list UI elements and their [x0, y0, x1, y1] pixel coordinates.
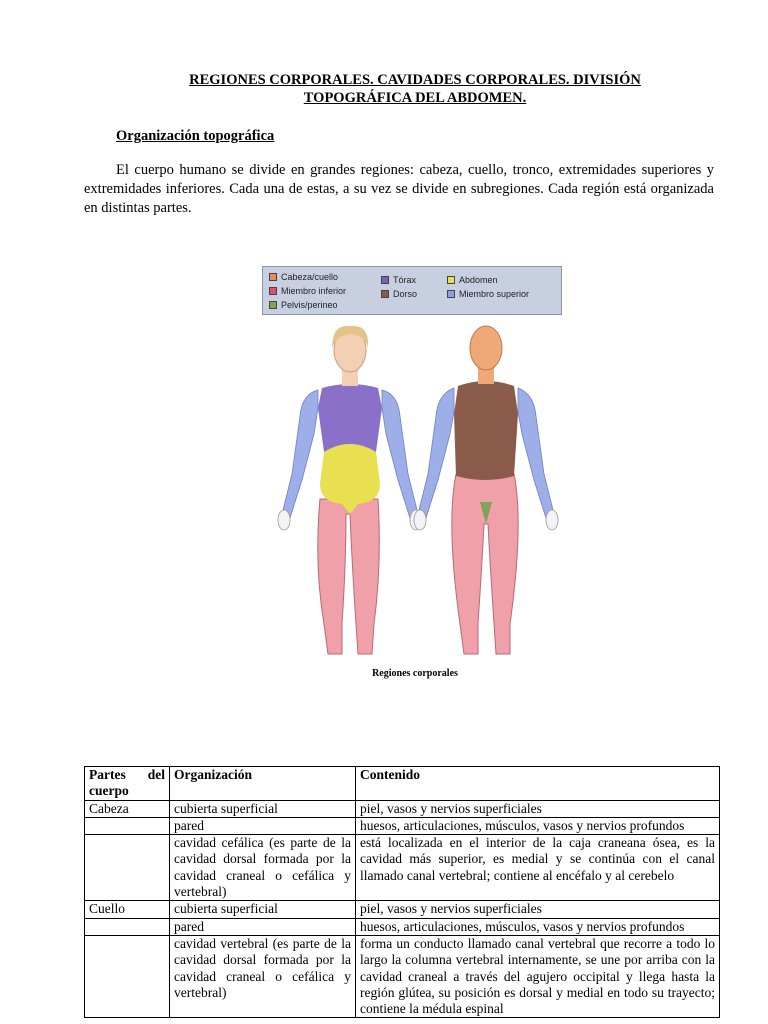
table-row [85, 901, 720, 918]
front-left-hand [278, 510, 290, 530]
table-row [85, 835, 720, 901]
legend-swatch [269, 301, 277, 309]
table-cell: cubierta superficial [170, 800, 356, 817]
legend-label: Miembro inferior [281, 286, 347, 296]
front-thorax [318, 384, 382, 452]
legend-item [381, 289, 417, 299]
table-cell: cubierta superficial [170, 901, 356, 918]
table-cell [85, 935, 170, 1017]
table-row [85, 817, 720, 834]
table-cell: huesos, articulaciones, músculos, vasos y nervios profundos [356, 817, 720, 834]
legend-label: Pelvis/perineo [281, 300, 338, 310]
table-row [85, 918, 720, 935]
legend-swatch [447, 290, 455, 298]
legend-item [381, 275, 416, 285]
legend-swatch [269, 287, 277, 295]
front-body-figure [278, 326, 422, 654]
legend-item [269, 300, 338, 310]
table-cell: cavidad cefálica (es parte de la cavidad dorsal formada por la cavidad craneal o cefálica y vertebral) [170, 835, 356, 901]
body-regions-figure [262, 266, 564, 661]
body-parts-table [84, 766, 720, 1018]
table-cell: piel, vasos y nervios superficiales [356, 901, 720, 918]
table-cell: Cabeza [85, 800, 170, 817]
table-cell: Cuello [85, 901, 170, 918]
front-left-arm [282, 390, 318, 518]
legend-item [269, 272, 338, 282]
table-cell: pared [170, 817, 356, 834]
table-header-row [85, 767, 720, 801]
legend-item [447, 275, 498, 285]
figure-caption: Regiones corporales [372, 668, 458, 679]
legend-swatch [381, 290, 389, 298]
figure-legend [262, 266, 562, 315]
table-row [85, 800, 720, 817]
legend-label: Cabeza/cuello [281, 272, 339, 282]
table-cell [85, 835, 170, 901]
front-lower-limbs [318, 499, 380, 654]
back-left-arm [418, 388, 454, 518]
back-lower-limbs [452, 474, 518, 654]
intro-paragraph: El cuerpo humano se divide en grandes regiones: cabeza, cuello, tronco, extremidades superiores y extremidades inferiores. Cada una de estas, a su vez se divide en subregiones. Cada región está organizada en distintas partes. [84, 162, 714, 216]
legend-swatch [381, 276, 389, 284]
legend-label: Dorso [393, 289, 418, 299]
legend-item [269, 286, 346, 296]
back-head [470, 326, 502, 370]
table-row [85, 935, 720, 1017]
title-line-1: REGIONES CORPORALES. CAVIDADES CORPORALES. DIVISIÓN [189, 72, 641, 88]
legend-label: Tórax [393, 275, 417, 285]
section-heading: Organización topográfica [116, 128, 275, 144]
back-right-arm [518, 388, 554, 518]
front-right-arm [382, 390, 418, 518]
table-cell [85, 817, 170, 834]
legend-label: Abdomen [459, 275, 498, 285]
table-cell: está localizada en el interior de la caja craneana ósea, es la cavidad más superior, es medial y se continúa con el canal llamado canal vertebral; contiene al encéfalo y al cerebelo [356, 835, 720, 901]
legend-swatch [447, 276, 455, 284]
legend-swatch [269, 273, 277, 281]
document-title [150, 71, 680, 107]
table-cell: huesos, articulaciones, músculos, vasos y nervios profundos [356, 918, 720, 935]
back-right-hand [546, 510, 558, 530]
back-dorsum [454, 381, 518, 480]
table-cell: piel, vasos y nervios superficiales [356, 800, 720, 817]
legend-label: Miembro superior [459, 289, 530, 299]
back-left-hand [414, 510, 426, 530]
legend-item [447, 289, 529, 299]
column-header: Partes del cuerpo [85, 767, 170, 801]
column-header: Contenido [356, 767, 720, 801]
table-cell: forma un conducto llamado canal vertebral que recorre a todo lo largo la columna vertebral internamente, se une por arriba con la cavidad craneal a través del agujero occipital y llega hasta la región glútea, su posición es dorsal y medial en todo su trayecto; contiene la médula espinal [356, 935, 720, 1017]
body-illustration [262, 324, 562, 664]
back-body-figure [414, 326, 558, 654]
column-header: Organización [170, 767, 356, 801]
table-cell: cavidad vertebral (es parte de la cavidad dorsal formada por la cavidad craneal o cefálica y vertebral) [170, 935, 356, 1017]
table-cell: pared [170, 918, 356, 935]
table-cell [85, 918, 170, 935]
title-line-2: TOPOGRÁFICA DEL ABDOMEN. [303, 90, 527, 106]
